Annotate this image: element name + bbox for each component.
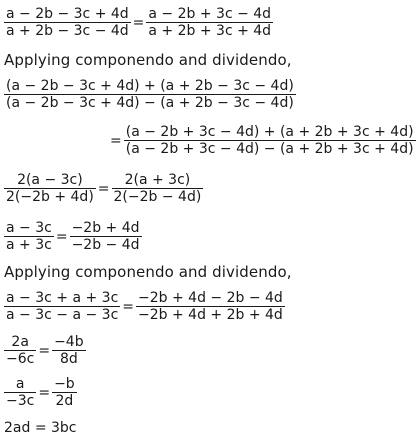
denominator: (a − 2b − 3c + 4d) − (a + 2b − 3c − 4d) <box>6 95 294 111</box>
equals-sign: = <box>110 132 122 149</box>
fraction-rhs <box>70 220 142 253</box>
numerator: a − 2b + 3c − 4d <box>148 6 272 22</box>
equation-step-4 <box>4 172 203 205</box>
numerator: (a − 2b + 3c − 4d) + (a + 2b + 3c + 4d) <box>125 124 414 140</box>
equation-step-3 <box>108 124 416 157</box>
fraction-rhs <box>124 124 416 157</box>
denominator: 8d <box>59 351 78 367</box>
fraction-rhs <box>112 172 204 205</box>
numerator: −4b <box>54 334 84 350</box>
fraction-lhs <box>4 220 54 253</box>
denominator: a + 3c <box>6 237 52 253</box>
equals-sign: = <box>122 298 134 315</box>
numerator: −b <box>54 376 75 392</box>
numerator: 2(a − 3c) <box>4 172 96 189</box>
instruction-text-2: Applying componendo and dividendo, <box>4 263 292 281</box>
fraction-lhs <box>4 290 120 323</box>
denominator: −6c <box>6 351 35 367</box>
equals-sign: = <box>132 14 145 31</box>
numerator: −2b + 4d − 2b − 4d <box>138 290 283 306</box>
final-result: 2ad = 3bc <box>4 420 77 436</box>
numerator: 2(a + 3c) <box>112 172 204 189</box>
equals-sign: = <box>97 180 110 197</box>
denominator: −3c <box>6 393 35 409</box>
numerator: −2b + 4d <box>71 220 140 236</box>
numerator: a <box>4 376 36 393</box>
fraction-lhs <box>4 334 36 367</box>
denominator: −2b + 4d + 2b + 4d <box>138 307 283 323</box>
equation-step-7 <box>4 334 86 367</box>
numerator: a − 2b − 3c + 4d <box>6 6 129 22</box>
equals-sign: = <box>38 384 51 401</box>
fraction-lhs <box>4 78 296 111</box>
numerator: 2a <box>4 334 36 351</box>
fraction-rhs <box>52 376 77 409</box>
equation-step-6 <box>4 290 285 323</box>
equals-sign: = <box>38 342 51 359</box>
denominator: (a − 2b + 3c − 4d) − (a + 2b + 3c + 4d) <box>125 141 414 157</box>
fraction-lhs <box>4 172 96 205</box>
denominator: a + 2b − 3c − 4d <box>6 23 129 39</box>
denominator: 2d <box>55 393 74 409</box>
numerator: a − 3c <box>6 220 52 236</box>
numerator: (a − 2b − 3c + 4d) + (a + 2b − 3c − 4d) <box>6 78 294 94</box>
numerator: a − 3c + a + 3c <box>6 290 119 306</box>
fraction-rhs <box>136 290 285 323</box>
denominator: a − 3c − a − 3c <box>6 307 119 323</box>
denominator: 2(−2b − 4d) <box>113 189 202 205</box>
equation-step-5 <box>4 220 142 253</box>
denominator: 2(−2b + 4d) <box>6 189 94 205</box>
equation-step-8 <box>4 376 77 409</box>
fraction-lhs <box>4 6 131 39</box>
equals-sign: = <box>55 228 68 245</box>
denominator: a + 2b + 3c + 4d <box>148 23 272 39</box>
fraction-rhs <box>52 334 86 367</box>
instruction-text-1: Applying componendo and dividendo, <box>4 51 292 69</box>
equation-step-2 <box>4 78 296 111</box>
fraction-lhs <box>4 376 36 409</box>
denominator: −2b − 4d <box>71 237 140 253</box>
equation-step-1 <box>4 6 273 39</box>
fraction-rhs <box>146 6 273 39</box>
